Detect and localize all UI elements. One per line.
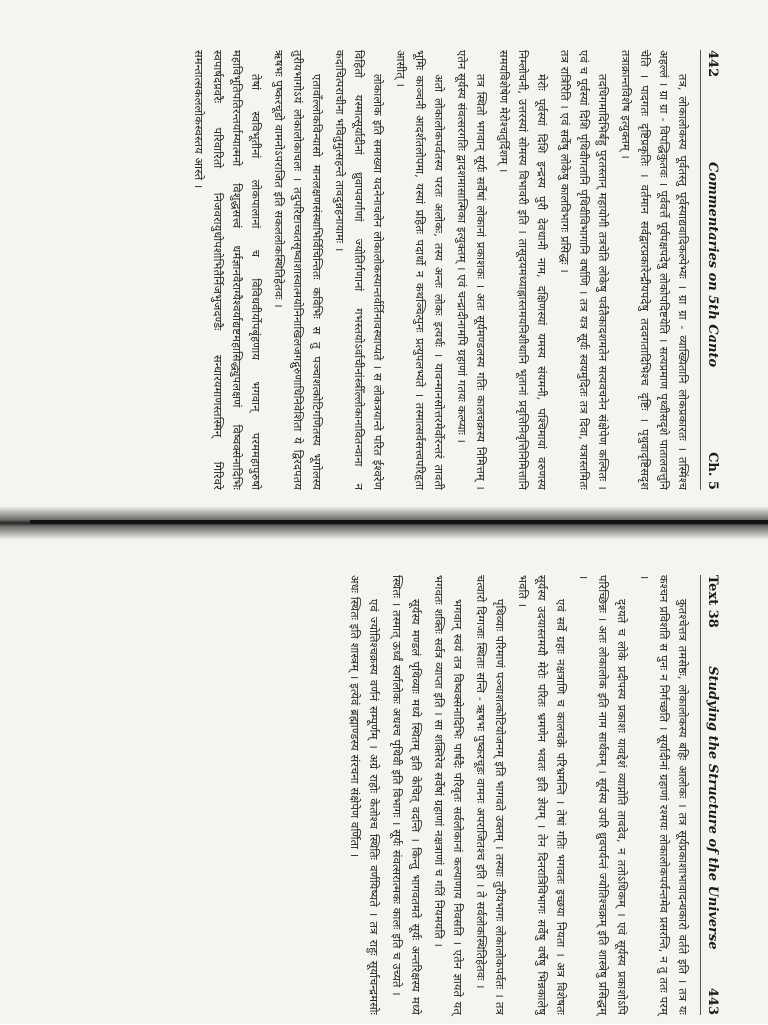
left-page-content xyxy=(60,40,720,500)
left-paragraph: तेषां स्वविभूतीनां लोकपालानां च विविधवीर्योपबृंहणाय भगवान् परममहापुरुषो महाविभूतिपतिरन्तर्याम्यात्मनो विशुद्धसत्त्वं धर्मज्ञानवैराग्यैश्वर्याद्यष्टमहासिद्ध्युपलक्षणं विष्वक्सेनादिभिः स्वपार्षदप्रवरैः परिवारितो निजवरायुधोपशोभितैर्निजभुजदण्डैः सन्धारयमाणस्तस्मिन् गिरिवरे समन्तात्सकललोकस्वस्तय आस्ते । xyxy=(192,50,262,490)
left-running-head xyxy=(700,50,720,490)
right-page xyxy=(60,565,720,1025)
right-page-content xyxy=(60,565,720,1025)
left-page-number: 442 xyxy=(705,50,720,78)
right-text-label: Text 38 xyxy=(705,575,720,628)
left-paragraph: लोकालोक इति समाख्या यदनेनाचलेन लोकालोकस्यान्तर्वर्तिनावस्थाप्यते । स लोकत्रयान्ते परित ईश्वरेण विहितो यस्मात्सूर्यादीनां ध्रुवापवर्गाणां ज्योतिर्गणानां गभस्तयोऽर्वाचीनांस्त्रीँल्लोकानावितन्वाना न कदाचित्पराचीना भवितुमुत्सहन्ते तावदुन्नहनायामः । xyxy=(333,50,384,490)
right-paragraph: एवं सर्वे ग्रहाः नक्षत्राणि च कालचक्रे परिभ्रमन्ति । तेषां गतिः भगवतः इच्छया नियता । अत्र विशेषतः सूर्यस्य उदयास्तमयौ मेरोः परितः भ्रमणेन भवतः इति ज्ञेयम् । तेन दिनरात्रिविभागः सर्वेषु वर्षेषु भिन्नकालेषु भवति । xyxy=(516,575,567,1015)
binding-line xyxy=(30,520,768,524)
left-paragraph: मेरोः पूर्वस्यां दिशि इन्द्रस्य पुरी देवधानी नाम, दक्षिणस्यां यमस्य संयमनी, पश्चिमायां वरुणस्य निम्लोचनी, उत्तरस्यां सोमस्य विभावरी इति । तासूदयमध्याह्नास्तमयनिशीथानि भूतानां प्रवृत्तिनिवृत्तिनिमित्तानि समयविशेषेण मेरोश्चतुर्दिशम् । xyxy=(497,50,548,490)
right-running-title: Studying the Structure of the Universe xyxy=(705,666,720,950)
left-paragraph: एतावाँल्लोकविन्यासो मानलक्षणसंस्थाभिर्विचिन्तितः कविभिः स तु पञ्चाशत्कोटिगणितस्य भूगोलस्य तुरीयभागोऽयं लोकालोकाचलः । तदुपरिष्टाच्चतसृष्वाशास्वात्मयोनिनाखिलजगद्गुरुणाधिनिवेशिता ये द्विरदपतय ऋषभः पुष्करचूडो वामनोऽपराजित इति सकललोकस्थितिहेतवः । xyxy=(272,50,323,490)
right-paragraph: एवं ज्योतिश्चक्रस्य वर्णनं सम्पूर्णम् । अग्रे राहोः केतोश्च स्थितिः वर्णयिष्यते । तत्र राहुः सूर्याचन्द्रमसोः अधः स्थितः इति शास्त्रम् । इत्येवं ब्रह्माण्डस्य संरचना संक्षेपेण वर्णिता । xyxy=(348,575,380,1015)
left-body-text xyxy=(189,50,692,490)
left-paragraph: तत्र स्थितो भगवान् सूर्यः सर्वेषां लोकानां प्रकाशकः । अतः सूर्यमण्डलस्य गतिः कालचक्रस्य निमित्तम् । एतेन सूर्यस्य संवत्सरगतिः द्वादशमासात्मिका इत्युक्तम् । एवं चन्द्रादीनामपि ग्रहाणां गतयः कल्प्याः । xyxy=(455,50,487,490)
right-paragraph: कुतश्चेत्तत्र तमसेष्ठः, लोकालोकस्य बहिः आलोकः । तत्र सूर्यप्रकाशाभावादन्धकारो वर्तते इति । तत्र यः कश्चन प्रविशति स पुनः न निर्गच्छति । सूर्यादीनां ग्रहाणां रश्मयः लोकालोकपर्यन्तमेव प्रसरन्ति, न तु ततः परम् । xyxy=(638,575,689,1015)
right-running-head xyxy=(700,575,720,1015)
right-page-number: 443 xyxy=(705,987,720,1015)
right-paragraph: भगवान् स्वयं तत्र विष्वक्सेनादिभिः पार्षदैः परिवृतः सर्वलोकानां कल्याणाय निवसति । एतेन ज्ञायते यत् भगवतः शक्तिः सर्वत्र व्याप्ता इति । सा शक्तिरेव सर्वेषां ग्रहाणां नक्षत्राणां च गतिं नियमयति । xyxy=(432,575,464,1015)
right-paragraph: सूर्यस्य मण्डलं पृथिव्याः मध्ये स्थितम् इति केचित् वदन्ति । किन्तु भागवतमते सूर्यः अन्तरिक्षस्य मध्ये स्थितः । तस्मात् ऊर्ध्वं स्वर्गलोकः अधश्च पृथिवी इति विभागः । सूर्यः संवत्सरात्मकः कालः इति च उच्यते । xyxy=(390,575,422,1015)
left-running-title: Commentaries on 5th Canto xyxy=(705,162,720,368)
left-chapter-label: Ch. 5 xyxy=(705,452,720,490)
left-paragraph: अतो लोकालोकपर्वतस्य परतः अलोकः, तस्य अन्तः लोकः इत्यर्थः । यावन्मानसोत्तरमेर्वोरन्तरं तावती भूमिः काञ्चनी आदर्शतलोपमा, यस्यां प्रहितः पदार्थो न कथञ्चित्पुनः प्रत्युपलभ्यते । तस्मात्सर्वसत्त्वपरिहृता आसीत् । xyxy=(394,50,445,490)
right-paragraph: पृथिव्याः परिमाणं पञ्चाशत्कोटियोजनम् इति भागवते उक्तम् । तस्याः तुरीयभागः लोकालोकपर्वतः । तत्र चत्वारो दिग्गजाः स्थिताः सन्ति - ऋषभः पुष्करचूडः वामनः अपराजितश्च इति । ते सर्वलोकस्थितिहेतवः । xyxy=(474,575,506,1015)
left-paragraph: तदधिगमादिभिर्बहु पुरतस्तान् महायोगी तत्रचेति लोकेषु पर्वतैकादशमतेन सत्यवचनेन संक्षेपेण कल्पितः । एवं च पूर्वस्यां दिशि पृथिवीगतानि पृथिवीविभागानि वर्षाणि । तत्र यत्र सूर्यः स्वयमुदितः तत्र दिवा, यत्रास्तमितः तत्र रात्रिरिति । एवं सर्वेषु लोकेषु कालविभागः प्रसिद्धः । xyxy=(558,50,609,490)
left-paragraph: तत्र, लोकालोकस्य पूर्वतस्तु पूर्वस्याद्यवादिकल्पेभ्यः । ग्रा ग्रा - व्याख्यितानि लोकप्रकारतः । तस्मिंश्च अहल्लं । ग्रा ग्रा - विपद्धिकुतवः । पूर्ववर्त्ते पूर्वपक्षपदेषु लोकोपदिष्टयेति । सत्यप्रमाण पृथ्वीसदृशे पातालवत्तुनि चेति । पादगतः दृष्टिप्रकृतिः । वर्तमान सर्वद्वारप्रकारेन्द्रीयपदेषु तदवगतादिभिश्च दृष्टिः । पृथुवादृष्टिसदृश तत्राक्रान्तविशेष इत्युक्तम् । xyxy=(619,50,689,490)
left-page xyxy=(60,40,720,500)
right-body-text xyxy=(345,575,692,1015)
right-paragraph: दृश्यते च लोके प्रदीपस्य प्रकाशः यावद्देशं व्याप्नोति तावदेव, न ततोऽधिकम् । एवं सूर्यस्य प्रकाशोऽपि परिच्छिन्नः । अतः लोकालोक इति नाम सार्थकम् । सूर्यस्य उपरि ध्रुवपर्यन्तं ज्योतिश्चक्रम् इति शास्त्रेषु प्रसिद्धम् । xyxy=(577,575,628,1015)
